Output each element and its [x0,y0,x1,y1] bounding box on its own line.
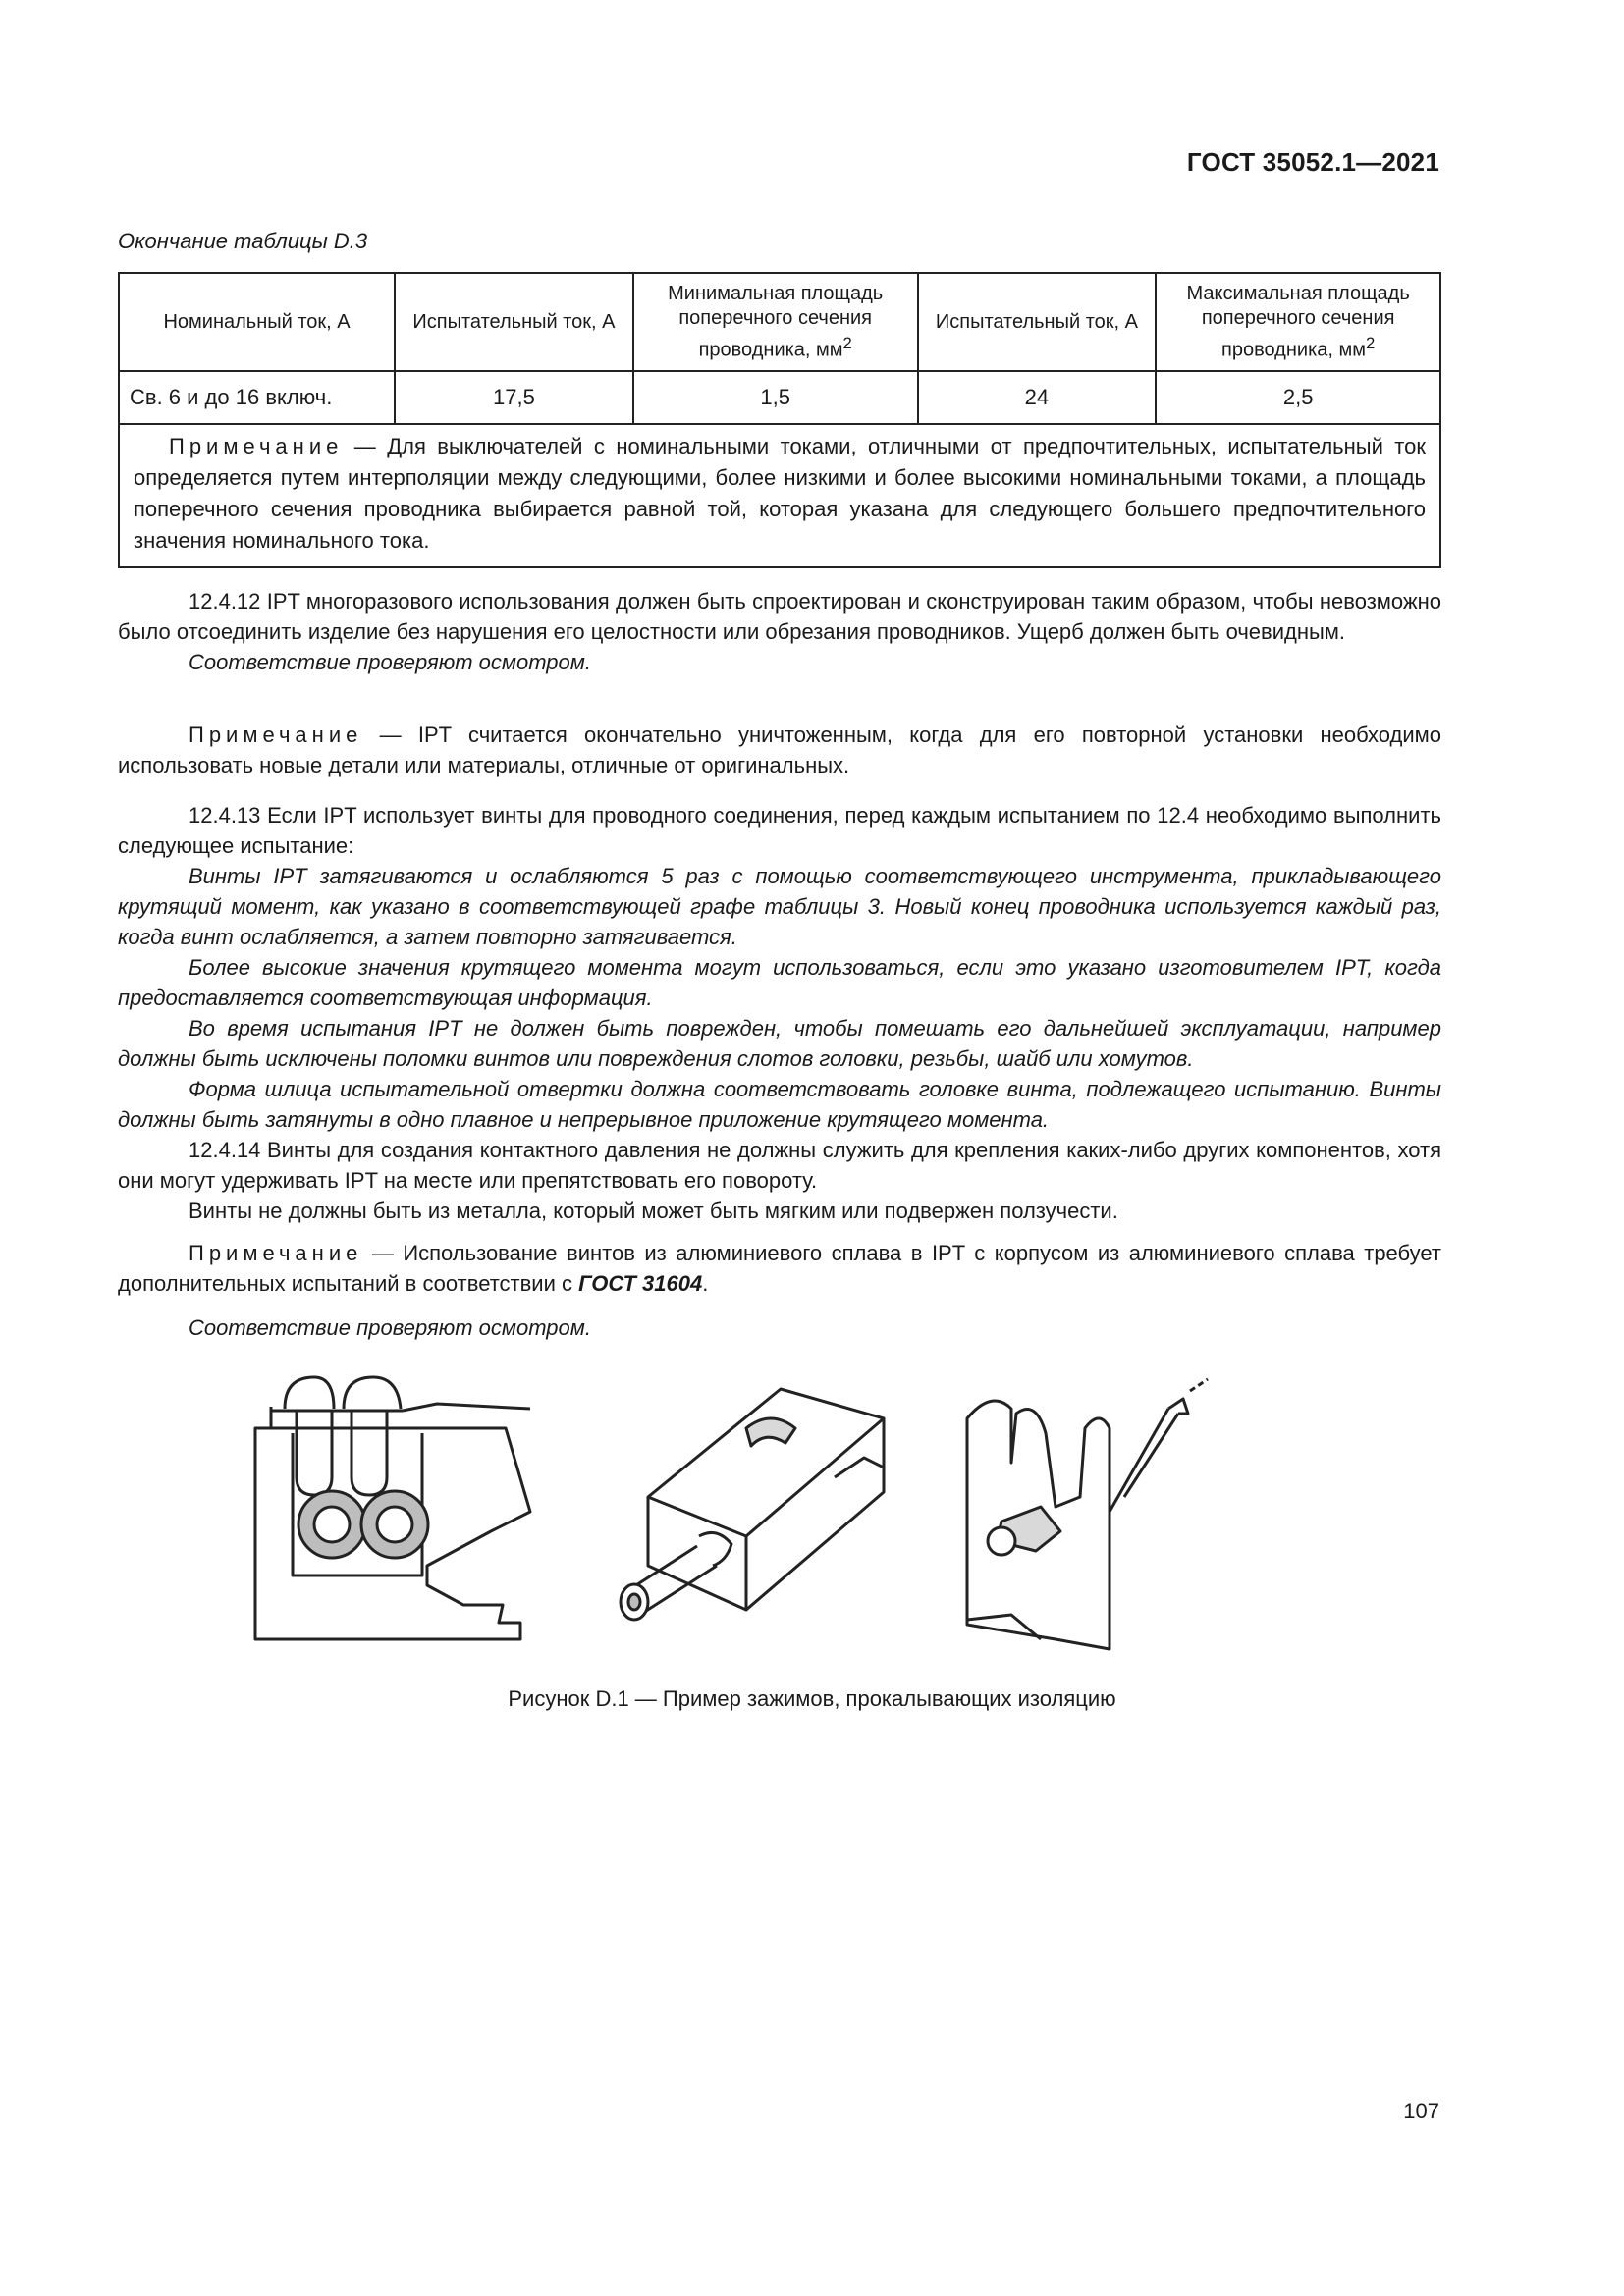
table-cell: 24 [918,371,1157,424]
section-12-4-12 [118,586,1441,677]
table-row [119,371,1440,424]
note-2 [118,720,1441,780]
table-cell: 2,5 [1156,371,1440,424]
note-text: — Для выключателей с номинальными токами, отличными от предпочтительных, испытательный ток определяется путем интерполяции между следующими, более низкими и более высокими номинальными токами, а площадь поперечного сечения проводника выбирается равной той, которая указана для следующего большего предпочтительного значения номинального тока. [134,434,1426,553]
note-text: — Использование винтов из алюминиевого сплава в IPT с корпусом из алюминиевого сплава требует дополнительных испытаний в соответствии с [118,1241,1441,1296]
note-label: Примечание [189,1241,363,1265]
table-header-row [119,273,1440,371]
note-label: Примечание [189,722,363,747]
paragraph: 12.4.13 Если IPT использует винты для проводного соединения, перед каждым испытанием по 12.4 необходимо выполнить следующее испытание: [118,803,1441,858]
note-text: — IPT считается окончательно уничтоженным, когда для его повторной установки необходимо использовать новые детали или материалы, отличные от оригинальных. [118,722,1441,777]
column-header: Минимальная площадь поперечного сечения проводника, $мм^2$ [633,273,918,371]
figure-caption: Рисунок D.1 — Пример зажимов, прокалывающих изоляцию [508,1686,1116,1711]
table-caption: Окончание таблицы D.3 [118,229,368,253]
table-cell: Св. 6 и до 16 включ. [119,371,395,424]
column-header: Испытательный ток, А [918,273,1157,371]
note-3: Примечание — Использование винтов из алюминиевого сплава в IPT с корпусом из алюминиевого сплава требует дополнительных испытаний в соответствии с ГОСТ 31604. [118,1241,1441,1296]
column-header: Номинальный ток, А [119,273,395,371]
compliance-text: Соответствие проверяют осмотром. [189,650,591,674]
paragraph: Более высокие значения крутящего момента могут использоваться, если это указано изготовителем IPT, когда предоставляется соответствующая информация. [118,955,1441,1010]
table-d3 [118,272,1441,568]
table-cell: 1,5 [633,371,918,424]
page-number: 107 [1403,2099,1439,2123]
column-header: Испытательный ток, А [395,273,633,371]
paragraph: Форма шлица испытательной отвертки должна соответствовать головке винта, подлежащего испытанию. Винты должны быть затянуты в одно плавное и непрерывное приложение крутящего момента. [118,1077,1441,1132]
compliance-text: Соответствие проверяют осмотром. [189,1315,591,1340]
fork-contact-drawing [967,1379,1208,1649]
table-note [119,424,1440,567]
paragraph: Во время испытания IPT не должен быть поврежден, чтобы помешать его дальнейшей эксплуатации, например должны быть исключены поломки винтов или повреждения слотов головки, резьбы, шайб или хомутов. [118,1016,1441,1071]
paragraph: Винты не должны быть из металла, который может быть мягким или подвержен ползучести. [189,1199,1118,1223]
note-label: Примечание [169,434,344,458]
table-cell: 17,5 [395,371,633,424]
compliance-block [118,1312,1441,1343]
figure-d1-illustration [236,1369,1355,1664]
table-note-row [119,424,1440,567]
paragraph: 12.4.14 Винты для создания контактного давления не должны служить для крепления каких-либо других компонентов, хотя они могут удерживать IPT на месте или препятствовать его повороту. [118,1138,1441,1193]
column-header: Максимальная площадь поперечного сечения проводника, $мм^2$ [1156,273,1440,371]
standard-reference: ГОСТ 31604 [578,1271,703,1296]
clamp-cross-section-drawing [255,1377,530,1639]
block-clamp-drawing [621,1389,884,1620]
section-12-4-13 [118,800,1441,1226]
paragraph: Винты IPT затягиваются и ослабляются 5 раз с помощью соответствующего инструмента, прикладывающего крутящий момент, как указано в соответствующей графе таблицы 3. Новый конец проводника используется каждый раз, когда винт ослабляется, а затем повторно затягивается. [118,864,1441,949]
paragraph: 12.4.12 IPT многоразового использования должен быть спроектирован и сконструирован таким образом, чтобы невозможно было отсоединить изделие без нарушения его целостности или обрезания проводников. Ущерб должен быть очевидным. [118,589,1441,644]
standard-header: ГОСТ 35052.1—2021 [1186,147,1439,177]
